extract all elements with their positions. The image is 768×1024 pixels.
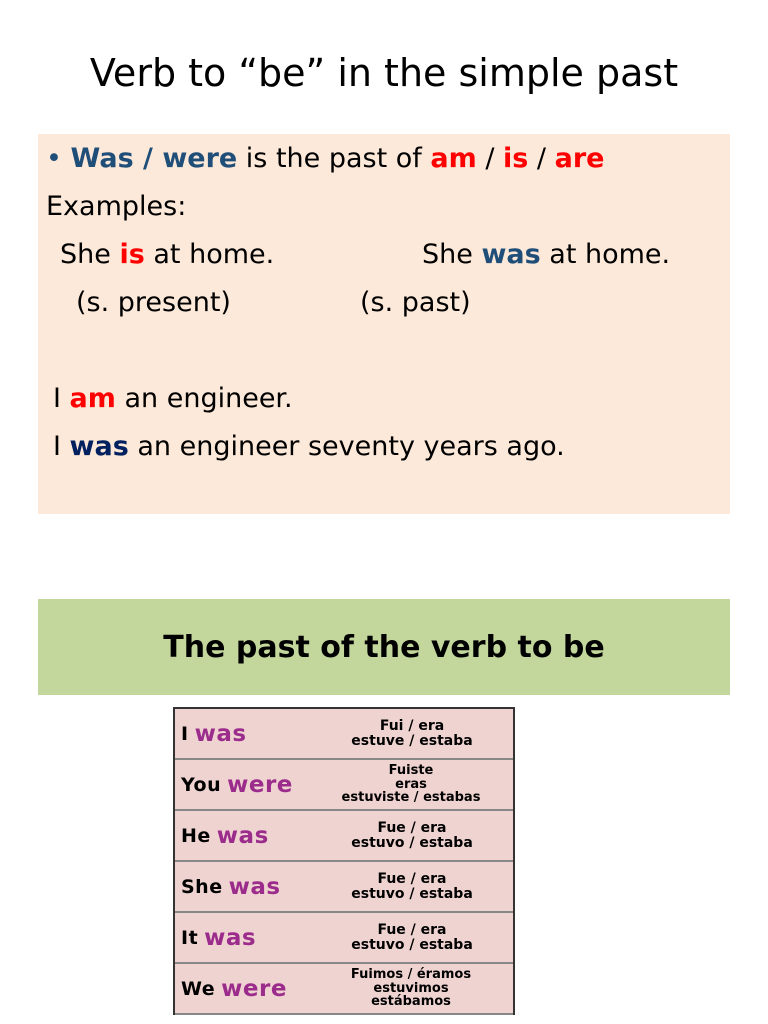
translation [311, 964, 511, 1013]
example-text: She [422, 239, 482, 270]
translation-line: Fuiste [388, 763, 434, 779]
example-text: I [53, 383, 70, 414]
verb-form: was [204, 924, 257, 951]
translation-line: estábamos [371, 994, 451, 1010]
example-engineer-past [53, 430, 565, 464]
tense-present-label: (s. present) [76, 287, 231, 318]
example-text: She [60, 239, 120, 270]
table-row [175, 862, 513, 913]
word-was: Was [70, 143, 134, 174]
pronoun: I [181, 722, 189, 745]
example-engineer-present [53, 382, 293, 416]
table-row [175, 709, 513, 760]
word-is: is [503, 143, 529, 174]
word-am: am [430, 143, 477, 174]
example-verb: was [481, 239, 541, 270]
translation-line: estuve / estaba [351, 732, 473, 749]
tense-past-label: (s. past) [360, 287, 471, 318]
pronoun: He [181, 824, 211, 847]
verb-form: was [228, 873, 281, 900]
translation-line: Fuimos / éramos [350, 967, 472, 983]
examples-label: Examples: [46, 191, 187, 222]
bullet-mid-text: is the past of [237, 143, 431, 174]
table-row [175, 964, 513, 1015]
word-are: are [554, 143, 605, 174]
example-verb: is [119, 239, 145, 270]
example-text: at home. [540, 239, 671, 270]
translation [317, 862, 507, 911]
intro-box [38, 134, 730, 514]
translation-line: Fue / era [377, 819, 447, 836]
translation-line: estuvo / estaba [351, 885, 473, 902]
translation-line: estuvo / estaba [351, 936, 473, 953]
pronoun: She [181, 875, 223, 898]
example-text: an engineer seventy years ago. [128, 431, 565, 462]
bullet-line [46, 142, 604, 176]
slash: / [133, 143, 163, 174]
table-row [175, 760, 513, 811]
table-row [175, 811, 513, 862]
verb-form: were [227, 771, 293, 798]
translation-line: estuvimos [373, 980, 449, 996]
example-present [60, 238, 274, 272]
translation [317, 709, 507, 758]
slide-title: Verb to “be” in the simple past [89, 51, 679, 95]
verb-form: were [221, 975, 287, 1002]
slash: / [528, 143, 555, 174]
verb-form: was [194, 720, 247, 747]
slash: / [476, 143, 503, 174]
translation [311, 760, 511, 809]
example-verb: was [69, 431, 129, 462]
verb-form: was [216, 822, 269, 849]
translation [317, 811, 507, 860]
word-were: were [162, 143, 238, 174]
pronoun: We [181, 977, 216, 1000]
example-text: an engineer. [115, 383, 293, 414]
translation-line: estuviste / estabas [341, 790, 481, 806]
section-heading: The past of the verb to be [163, 629, 605, 665]
translation-line: estuvo / estaba [351, 834, 473, 851]
table-row [175, 913, 513, 964]
pronoun: You [181, 773, 222, 796]
example-past [422, 238, 670, 272]
bullet-point: • [46, 143, 62, 174]
pronoun: It [181, 926, 199, 949]
translation-line: Fue / era [377, 921, 447, 938]
translation-line: Fue / era [377, 870, 447, 887]
example-text: I [53, 431, 70, 462]
section-heading-box [38, 599, 730, 695]
conjugation-table [173, 707, 515, 1015]
example-text: at home. [144, 239, 275, 270]
translation-line: Fui / era [379, 717, 445, 734]
translation [317, 913, 507, 962]
example-verb: am [69, 383, 116, 414]
translation-line: eras [395, 776, 427, 792]
